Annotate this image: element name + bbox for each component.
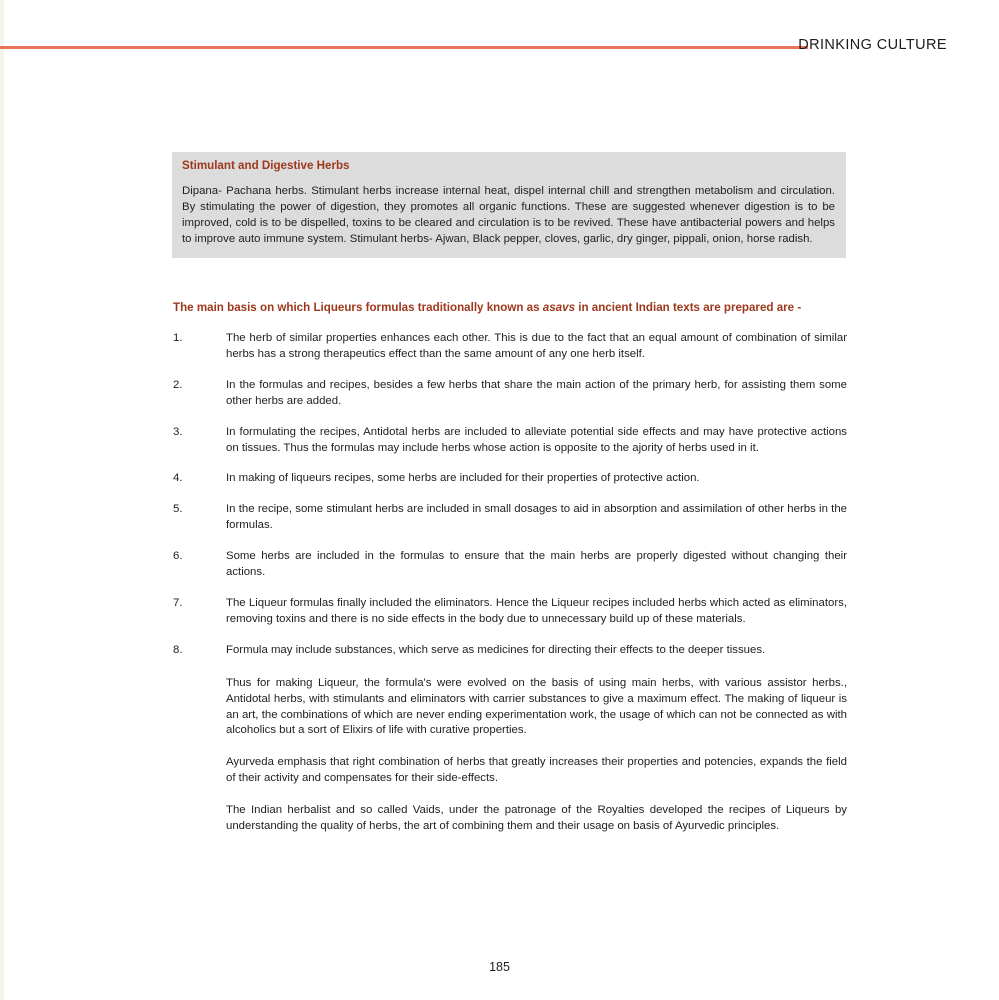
page-number: 185 (489, 960, 510, 974)
stimulant-herbs-info-box (172, 152, 846, 258)
info-box-title: Stimulant and Digestive Herbs (182, 159, 350, 172)
main-content (173, 331, 847, 851)
header-rule-line (0, 46, 808, 49)
section-heading-post: in ancient Indian texts are prepared are - (575, 301, 802, 314)
list-item-number: 1. (173, 332, 183, 344)
list-item (173, 596, 847, 628)
section-heading-pre: The main basis on which Liqueurs formulas traditionally known as (173, 301, 543, 314)
section-heading (173, 300, 847, 315)
info-box-body: Dipana- Pachana herbs. Stimulant herbs increase internal heat, dispel internal chill and strengthen metabolism and circulation. By stimulating the power of digestion, they promotes all organic functions. These are suggested whenever digestion is to be improved, cold is to be dispelled, toxins to be cleared and circulation is to be revived. These have antibacterial powers and helps to improve auto immune system. Stimulant herbs- Ajwan, Black pepper, cloves, garlic, dry ginger, pippali, onion, horse radish. (182, 185, 835, 245)
list-item-number: 2. (173, 378, 183, 391)
list-item (173, 643, 847, 659)
list-item-text: In the formulas and recipes, besides a few herbs that share the main action of the primary herb, for assisting them some other herbs are added. (226, 378, 847, 407)
list-item (173, 331, 847, 363)
list-item-number: 6. (173, 550, 183, 563)
list-item-number: 4. (173, 472, 183, 485)
list-item-number: 8. (173, 643, 183, 656)
list-item-number: 3. (173, 425, 183, 438)
list-item-text: In making of liqueurs recipes, some herbs are included for their properties of protective action. (226, 472, 700, 485)
list-item (173, 378, 847, 410)
paragraph: Thus for making Liqueur, the formula's were evolved on the basis of using main herbs, with various assistor herbs., Antidotal herbs, with stimulants and eliminators with carrier substances to give a maximum effect. The making of liqueur is an art, the combinations of which are never ending experimentation work, the usage of which can not be connected as with alcoholics but a sort of Elixirs of life with curative properties. (226, 676, 847, 737)
paragraph: Ayurveda emphasis that right combination of herbs that greatly increases their properties and potencies, expands the field of their activity and compensates for their side-effects. (226, 756, 847, 785)
page-header-title: DRINKING CULTURE (798, 37, 947, 53)
list-item (173, 425, 847, 457)
list-item (173, 471, 847, 487)
list-item-number: 7. (173, 596, 183, 609)
list-item-text: In the recipe, some stimulant herbs are included in small dosages to aid in absorption and assimilation of other herbs in the formulas. (226, 503, 847, 532)
scan-edge-strip (0, 0, 4, 1000)
closing-paragraphs (226, 676, 847, 835)
list-item-text: The herb of similar properties enhances each other. This is due to the fact that an equal amount of combination of similar herbs has a strong therapeutics effect than the same amount of any one herb itself. (226, 332, 847, 360)
list-item-number: 5. (173, 503, 183, 516)
section-heading-italic: asavs (542, 301, 576, 314)
list-item (173, 549, 847, 581)
list-item-text: The Liqueur formulas finally included the eliminators. Hence the Liqueur recipes included herbs which acted as eliminators, removing toxins and there is no side effects in the body due to unnecessary build up of these materials. (226, 596, 847, 625)
list-item-text: Some herbs are included in the formulas to ensure that the main herbs are properly digested without changing their actions. (226, 550, 847, 579)
list-item-text: Formula may include substances, which serve as medicines for directing their effects to the deeper tissues. (226, 643, 766, 656)
list-item-text: In formulating the recipes, Antidotal herbs are included to alleviate potential side effects and may have protective actions on tissues. Thus the formulas may include herbs whose action is opposite to the ajority of herbs used in it. (226, 425, 847, 454)
list-item (173, 502, 847, 534)
paragraph: The Indian herbalist and so called Vaids, under the patronage of the Royalties developed the recipes of Liqueurs by understanding the quality of herbs, the art of combining them and their usage on basis of Ayurvedic principles. (226, 804, 847, 833)
